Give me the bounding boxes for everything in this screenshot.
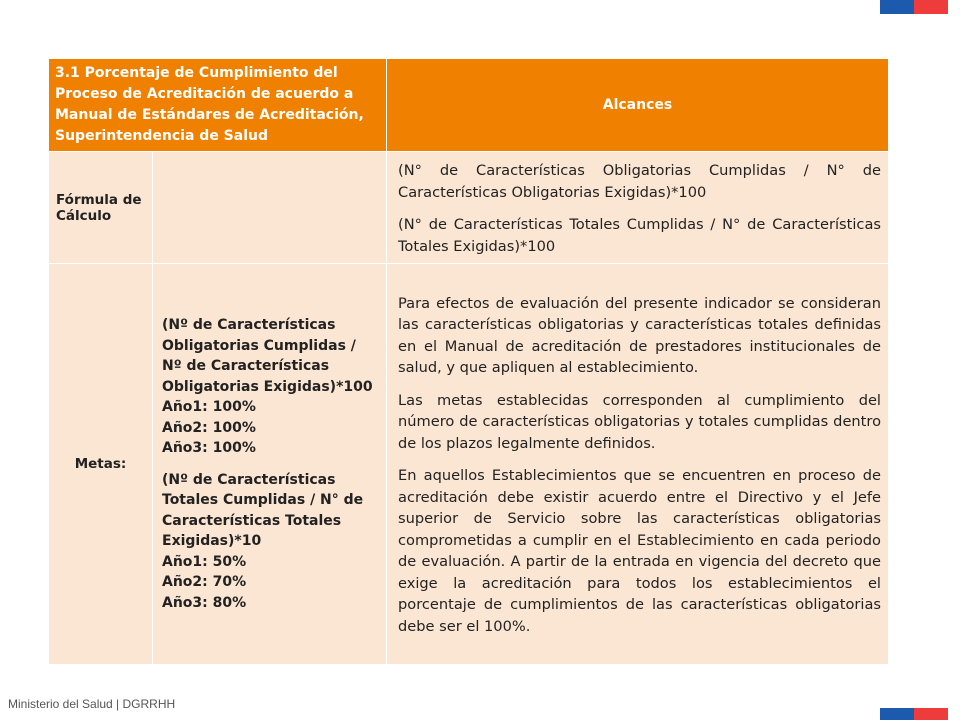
metas-paragraph-3: En aquellos Establecimientos que se encuentren en proceso de acreditación debe existir acuerdo entre el Directivo y el Jefe superior de Servicio sobre las características obligatorias comprometidas a cumplir en el Establecimiento en cada periodo de evaluación. A partir de la entrada en vigencia del decreto que exige la acreditación para todos los establecimientos el porcentaje de cumplimientos de las características obligatorias debe ser el 100%. <box>398 467 881 635</box>
flag-blue-segment <box>880 708 914 720</box>
metas-label: Metas: <box>49 264 153 665</box>
header-scope: Alcances <box>387 59 889 152</box>
formula-label: Fórmula de Cálculo <box>49 152 153 264</box>
metas-paragraph-1: Para efectos de evaluación del presente indicador se consideran las características obligatorias y características totales definidas en el Manual de acreditación de prestadores institucionales de salud, y que apliquen al establecimiento. <box>398 294 881 377</box>
flag-red-segment <box>914 708 948 720</box>
metas-row <box>49 264 889 665</box>
metas-targets-cell <box>153 264 387 665</box>
formula-text-2: (N° de Características Totales Cumplidas / N° de Características Totales Exigidas)*100 <box>398 216 881 255</box>
metas-year-2-obligatorias: Año2: 100% <box>162 419 256 436</box>
formula-row <box>49 152 889 264</box>
metas-year-2-totales: Año2: 70% <box>162 574 247 590</box>
header-indicator-title: 3.1 Porcentaje de Cumplimiento del Proceso de Acreditación de acuerdo a Manual de Estándares de Acreditación, Superintendencia de Salud <box>49 59 387 152</box>
formula-text-1: (N° de Características Obligatorias Cumplidas / N° de Características Obligatorias Exigidas)*100 <box>398 162 881 201</box>
metas-year-1-obligatorias: Año1: 100% <box>162 399 256 415</box>
metas-year-1-totales: Año1: 50% <box>162 553 247 570</box>
metas-formula-totales: (Nº de Características Totales Cumplidas / N° de Características Totales Exigidas)*10 <box>162 471 364 549</box>
metas-year-3-obligatorias: Año3: 100% <box>162 440 256 456</box>
metas-year-3-totales: Año3: 80% <box>162 594 247 611</box>
metas-formula-obligatorias: (Nº de Características Obligatorias Cumplidas / Nº de Características Obligatorias Exigidas)*100 <box>162 317 373 395</box>
flag-blue-segment <box>880 0 914 14</box>
metas-description-cell <box>387 264 889 665</box>
flag-top <box>880 0 948 14</box>
formula-text-cell <box>387 152 889 264</box>
indicator-table <box>48 58 889 665</box>
metas-paragraph-2: Las metas establecidas corresponden al cumplimiento del número de características obligatorias y totales cumplidas dentro de los plazos legalmente definidos. <box>398 391 881 452</box>
flag-bottom <box>880 708 948 720</box>
footer-ministry: Ministerio del Salud | DGRRHH <box>8 697 176 711</box>
header-row <box>49 59 889 152</box>
formula-empty-cell <box>153 152 387 264</box>
flag-red-segment <box>914 0 948 14</box>
